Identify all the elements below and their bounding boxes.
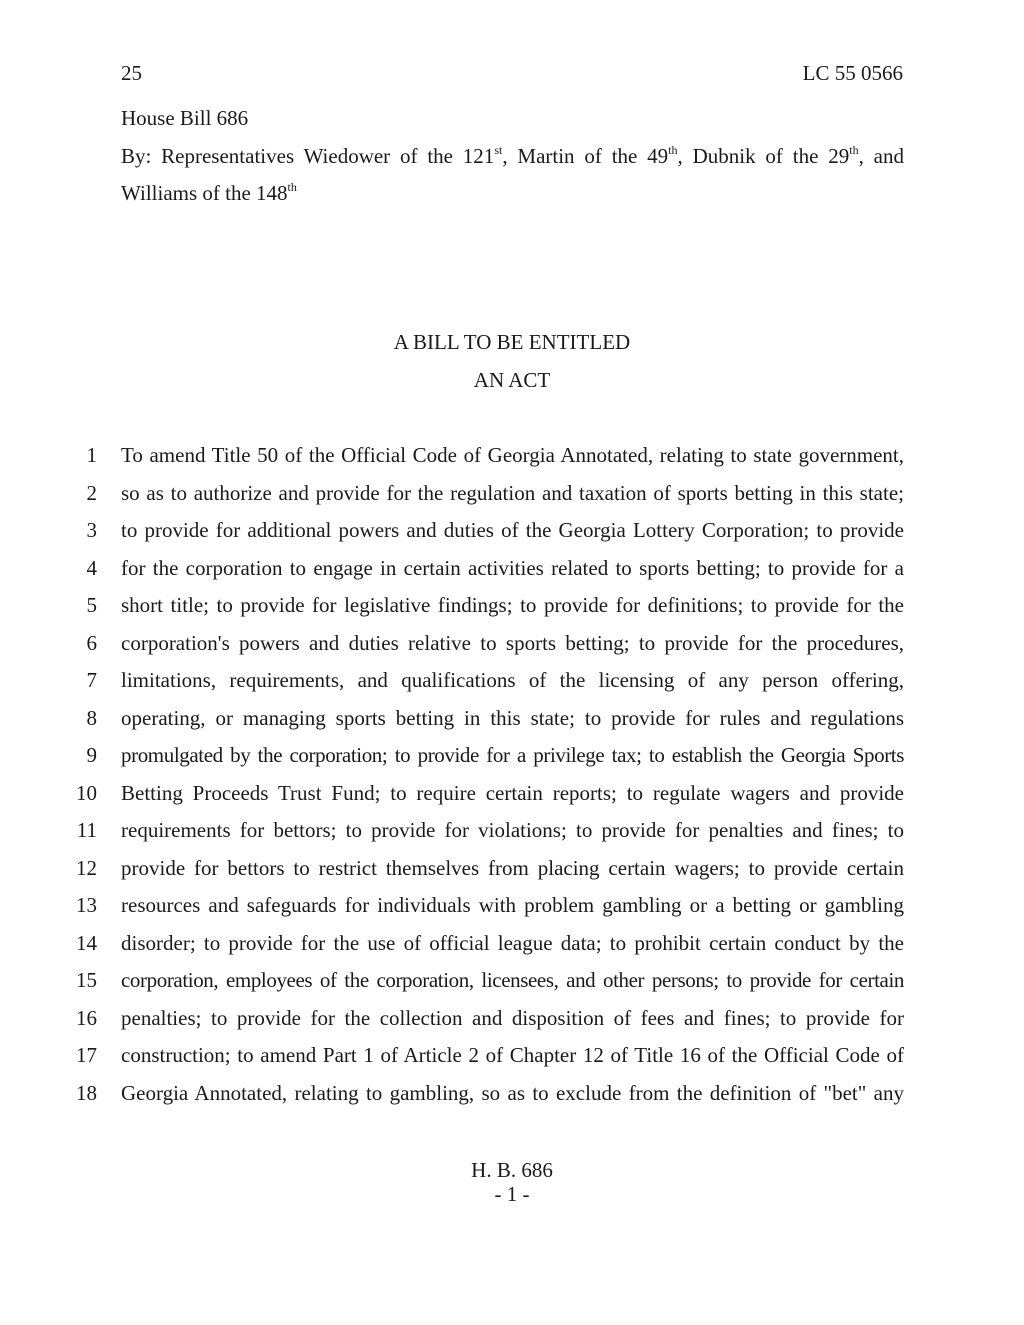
text-line — [0, 1043, 1024, 1081]
sponsors-line-2 — [121, 181, 297, 206]
line-number: 3 — [86, 518, 97, 542]
line-text: corporation, employees of the corporation, licensees, and other persons; to provide for certain — [121, 968, 904, 992]
line-text: Betting Proceeds Trust Fund; to require certain reports; to regulate wagers and provide — [121, 780, 904, 805]
text-line — [0, 1006, 1024, 1044]
text-line — [0, 1081, 1024, 1119]
line-text: short title; to provide for legislative findings; to provide for definitions; to provide for the — [121, 593, 904, 617]
text-line — [0, 518, 1024, 556]
bill-label: House Bill 686 — [121, 106, 249, 130]
footer-bill-ref: H. B. 686 — [471, 1158, 553, 1182]
line-number: 1 — [86, 443, 97, 467]
text-line — [0, 743, 1024, 781]
sponsors-mid-1: , Martin of the 49 — [502, 144, 669, 168]
text-line — [0, 856, 1024, 894]
line-text: Georgia Annotated, relating to gambling, so as to exclude from the definition of "bet" any — [121, 1080, 904, 1105]
line-text: To amend Title 50 of the Official Code of Georgia Annotated, relating to state government, — [121, 443, 904, 467]
line-text: promulgated by the corporation; to provide for a privilege tax; to establish the Georgia Sports — [121, 743, 904, 767]
line-number: 14 — [76, 930, 97, 955]
line-number: 13 — [76, 893, 97, 917]
text-line — [0, 706, 1024, 744]
line-text: for the corporation to engage in certain activities related to sports betting; to provide for a — [121, 555, 904, 580]
session-number: 25 — [121, 61, 142, 85]
line-text: operating, or managing sports betting in this state; to provide for rules and regulations — [121, 705, 904, 730]
ordinal-suffix: th — [668, 143, 678, 157]
text-line — [0, 931, 1024, 969]
line-text: requirements for bettors; to provide for violations; to provide for penalties and fines; to — [121, 818, 904, 842]
line-number: 17 — [76, 1043, 97, 1067]
line-number: 11 — [76, 818, 97, 842]
line-text: to provide for additional powers and duties of the Georgia Lottery Corporation; to provide — [121, 518, 904, 542]
line-number: 16 — [76, 1005, 97, 1030]
text-line — [0, 668, 1024, 706]
text-line — [0, 631, 1024, 669]
sponsors-mid-2: , Dubnik of the 29 — [677, 144, 850, 168]
text-line — [0, 443, 1024, 481]
ordinal-suffix: th — [849, 143, 859, 157]
line-number: 10 — [76, 780, 97, 805]
ordinal-suffix: st — [494, 143, 503, 157]
text-line — [0, 781, 1024, 819]
line-number: 7 — [86, 668, 97, 692]
text-line — [0, 481, 1024, 519]
text-line — [0, 556, 1024, 594]
ordinal-suffix: th — [287, 180, 297, 194]
line-text: disorder; to provide for the use of official league data; to prohibit certain conduct by the — [121, 930, 904, 955]
sponsors-line-2-text: Williams of the 148 — [121, 181, 288, 205]
bill-title-heading: A BILL TO BE ENTITLED — [393, 330, 631, 354]
sponsors-prefix: By: Representatives Wiedower of the 121 — [121, 144, 495, 168]
line-text: limitations, requirements, and qualifications of the licensing of any person offering, — [121, 668, 904, 692]
line-number: 5 — [86, 593, 97, 617]
line-text: resources and safeguards for individuals with problem gambling or a betting or gambling — [121, 893, 904, 917]
line-text: corporation's powers and duties relative to sports betting; to provide for the procedures, — [121, 630, 904, 655]
line-text: provide for bettors to restrict themselves from placing certain wagers; to provide certain — [121, 855, 904, 880]
line-number: 15 — [76, 968, 97, 992]
act-heading: AN ACT — [473, 368, 551, 392]
line-number: 6 — [86, 630, 97, 655]
bill-text-body — [0, 443, 1024, 1118]
lc-number: LC 55 0566 — [802, 61, 903, 85]
text-line — [0, 893, 1024, 931]
text-line — [0, 593, 1024, 631]
line-text: penalties; to provide for the collection and disposition of fees and fines; to provide for — [121, 1005, 904, 1030]
text-line — [0, 968, 1024, 1006]
line-number: 2 — [86, 480, 97, 505]
line-text: construction; to amend Part 1 of Article 2 of Chapter 12 of Title 16 of the Official Code of — [121, 1043, 904, 1067]
sponsors-end-1: , and — [858, 144, 904, 168]
line-text: so as to authorize and provide for the regulation and taxation of sports betting in this state; — [121, 480, 904, 505]
line-number: 4 — [86, 555, 97, 580]
line-number: 8 — [86, 705, 97, 730]
sponsors-line-1 — [121, 144, 904, 169]
line-number: 18 — [76, 1080, 97, 1105]
line-number: 9 — [86, 743, 97, 767]
text-line — [0, 818, 1024, 856]
line-number: 12 — [76, 855, 97, 880]
page-number: - 1 - — [494, 1182, 530, 1206]
